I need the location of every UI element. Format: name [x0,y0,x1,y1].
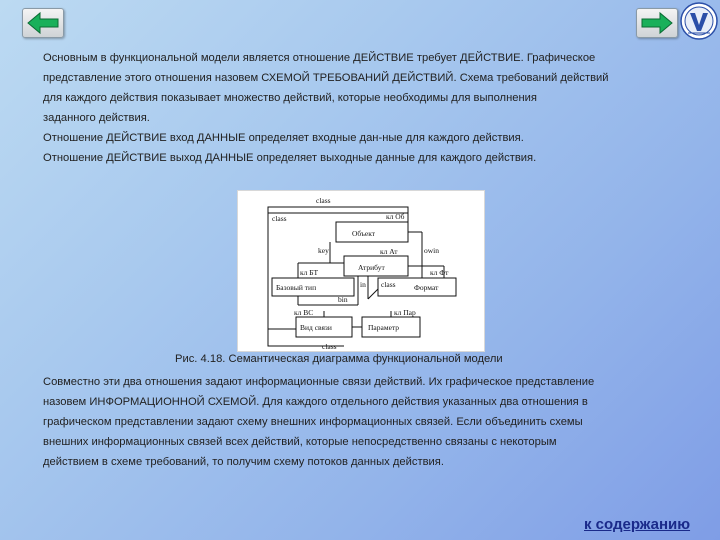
label-kl-bt: кл БТ [300,268,319,277]
info-paragraph [43,372,683,472]
figure-caption: Рис. 4.18. Семантическая диаграмма функциональной модели [175,353,503,365]
back-button[interactable] [22,8,64,38]
box-format: Формат [414,283,439,292]
text-line: Совместно эти два отношения задают информационные связи действий. Их графическое представление [43,376,595,388]
label-class-mid: class [381,280,396,289]
left-arrow-icon [23,9,63,37]
label-bin: bin [338,295,348,304]
text-line: Основным в функциональной модели является отношение ДЕЙСТВИЕ требует ДЕЙСТВИЕ. Графическое [43,52,596,64]
label-kl-par: кл Пар [394,308,416,317]
forward-button[interactable] [636,8,678,38]
text-line: заданного действия. [43,112,150,124]
semantic-diagram [237,190,485,352]
label-kl-at: кл Ат [380,247,398,256]
table-of-contents-link[interactable]: к содержанию [584,516,691,533]
box-parametr: Параметр [368,323,400,332]
box-atribut: Атрибут [358,263,385,272]
text-line: назовем ИНФОРМАЦИОННОЙ СХЕМОЙ. Для каждого отдельного действия указанных два отношения в [43,396,588,408]
label-class-top: class [316,196,331,205]
label-owin: owin [424,246,439,255]
label-key: key [318,246,329,255]
text-line: графическом представлении задают схему внешних информационных связей. Если объединить схемы [43,416,583,428]
university-logo [680,2,718,40]
text-line: внешних информационных связей всех действий, которые непосредственно связаны с некоторым [43,436,557,448]
right-arrow-icon [637,9,677,37]
text-line: действием в схеме требований, то получим схему потоков данных действия. [43,456,444,468]
text-line: для каждого действия показывает множество действий, которые необходимы для выполнения [43,92,537,104]
text-line: Отношение ДЕЙСТВИЕ выход ДАННЫЕ определяет выходные данные для каждого действия. [43,152,537,164]
label-in: in [360,280,366,289]
label-kl-vs: кл ВС [294,308,314,317]
box-vid-svyazi: Вид связи [300,323,332,332]
box-bazovy-tip: Базовый тип [276,283,317,292]
label-class-left: class [272,214,287,223]
intro-paragraph [43,48,683,168]
text-line: представление этого отношения назовем СХЕМОЙ ТРЕБОВАНИЙ ДЕЙСТВИЙ. Схема требований действий [43,72,609,84]
label-class-bottom: class [322,342,337,351]
box-obekt: Объект [352,229,376,238]
label-kl-ft: кл Фт [430,268,449,277]
text-line: Отношение ДЕЙСТВИЕ вход ДАННЫЕ определяет входные дан-ные для каждого действия. [43,132,524,144]
label-kl-ob: кл Об [386,212,405,221]
